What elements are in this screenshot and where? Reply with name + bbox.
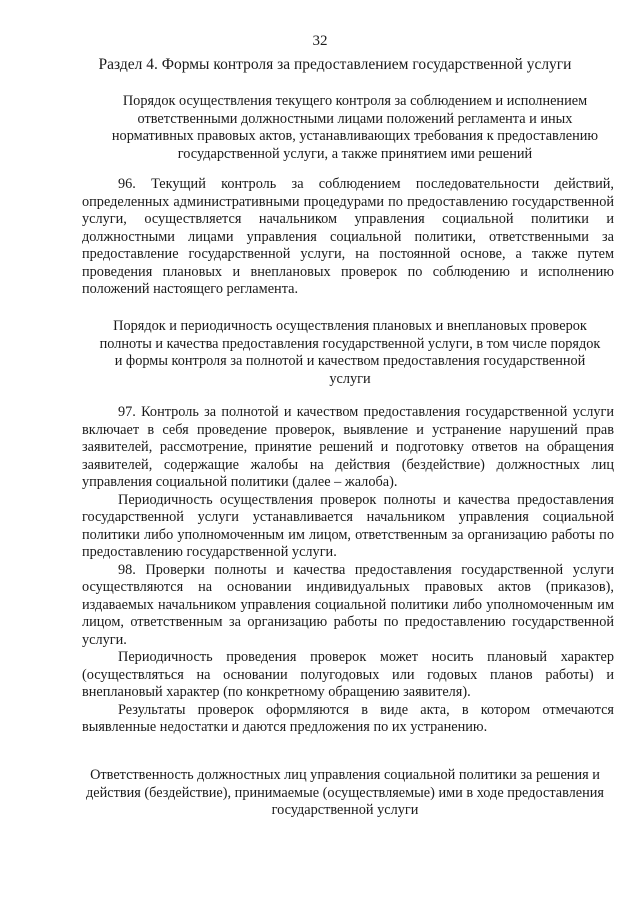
heading-current-control: Порядок осуществления текущего контроля за соблюдением и исполнением ответственными должностными лицами положений регламента и иных нормативных правовых актов, устанавливающих требования к предоставлению государственной услуги, а также принятием ими решений [111,93,599,162]
paragraph-98-results: Результаты проверок оформляются в виде акта, в котором отмечаются выявленные недостатки и даются предложения по их устранению. [82,701,614,735]
heading-inspections: Порядок и периодичность осуществления плановых и внеплановых проверок полноты и качества предоставления государственной услуги, в том числе порядок и формы контроля за полнотой и качеством предоставления государственной услуги [99,318,601,387]
paragraph-96: 96. Текущий контроль за соблюдением последовательности действий, определенных административными процедурами по предоставлению государственной услуги, осуществляется начальником управления социальной политики и должностными лицами управления социальной политики, ответственными за предоставление государственной услуги, на постоянной основе, а также путем проведения плановых и внеплановых проверок по соблюдению и исполнению положений настоящего регламента. [82,176,614,297]
section-title: Раздел 4. Формы контроля за предоставлением государственной услуги [98,56,572,73]
paragraph-97: 97. Контроль за полнотой и качеством предоставления государственной услуги включает в себя проведение проверок, выявление и устранение нарушений прав заявителей, рассмотрение, принятие решений и подготовку ответов на обращения заявителей, содержащие жалобы на действия (бездействие) должностных лиц управления социальной политики (далее – жалоба). [82,404,614,490]
paragraph-block-97-98 [82,404,614,737]
page-number: 32 [312,33,328,49]
paragraph-98: 98. Проверки полноты и качества предоставления государственной услуги осуществляются на основании индивидуальных правовых актов (приказов), издаваемых начальником управления социальной политики либо уполномоченным им лицом, ответственным за организацию работы по предоставлению государственной услуги. [82,561,614,648]
paragraph-98-periodicity: Периодичность проведения проверок может носить плановый характер (осуществляться на основании полугодовых или годовых планов работы) и внеплановый характер (по конкретному обращению заявителя). [82,649,614,700]
paragraph-block-96 [82,176,614,299]
heading-responsibility: Ответственность должностных лиц управления социальной политики за решения и действия (бездействие), принимаемые (осуществляемые) ими в ходе предоставления государственной услуги [85,767,605,818]
paragraph-97-periodicity: Периодичность осуществления проверок полноты и качества предоставления государственной услуги устанавливается начальником управления социальной политики либо уполномоченным им лицом, ответственным за организацию работы по предоставлению государственной услуги. [82,491,614,560]
